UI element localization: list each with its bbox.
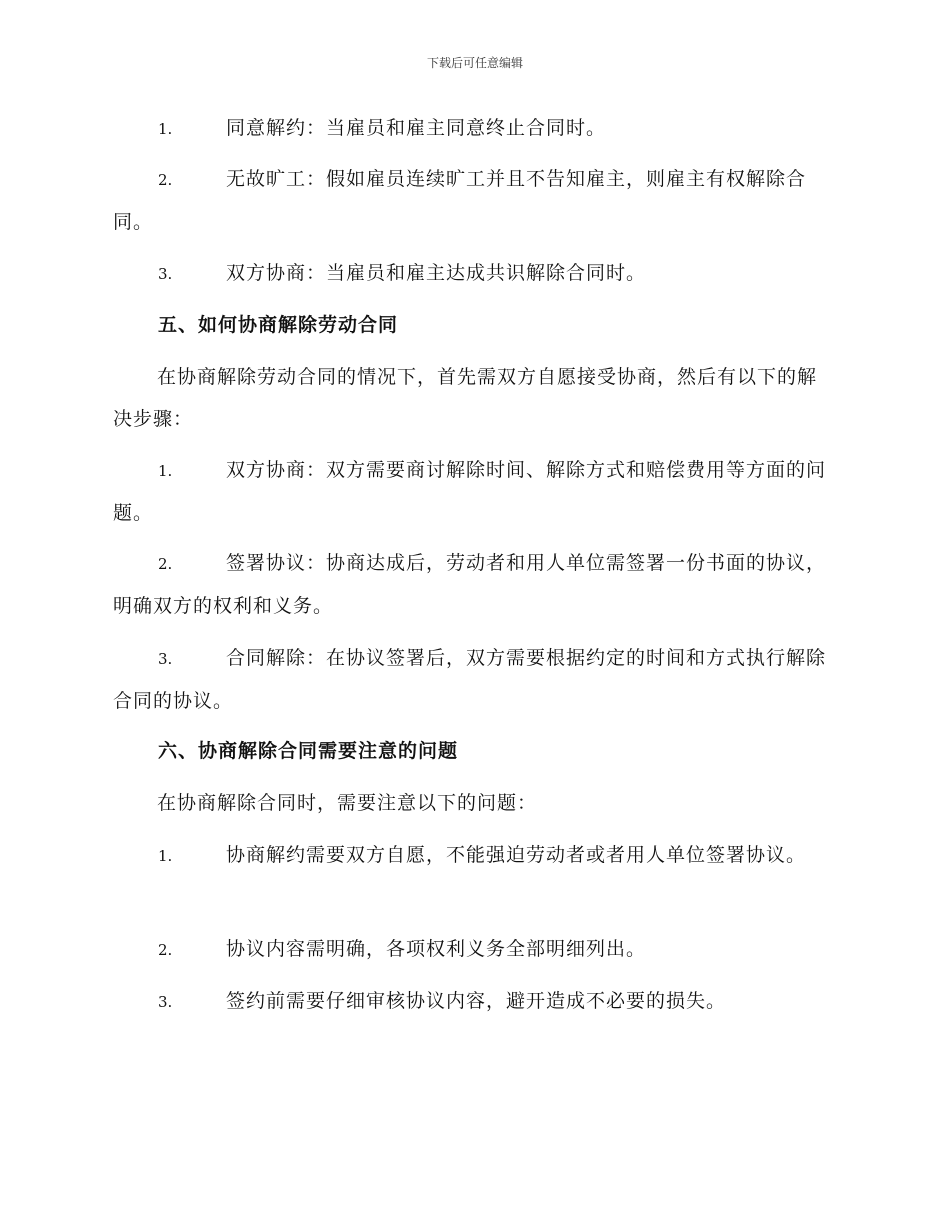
list-item xyxy=(113,980,833,1023)
item-text: 双方协商：双方需要商讨解除时间、解除方式和赔偿费用等方面的问题。 xyxy=(113,459,827,524)
section-heading: 六、协商解除合同需要注意的问题 xyxy=(158,740,459,762)
item-text: 协议内容需明确，各项权利义务全部明细列出。 xyxy=(226,938,647,960)
list-item xyxy=(113,834,813,877)
item-number: 1. xyxy=(158,120,173,138)
item-text: 双方协商：当雇员和雇主达成共识解除合同时。 xyxy=(226,262,647,284)
item-number: 1. xyxy=(158,847,173,865)
item-text: 同意解约：当雇员和雇主同意终止合同时。 xyxy=(226,117,607,139)
item-text: 签约前需要仔细审核协议内容，避开造成不必要的损失。 xyxy=(226,990,727,1012)
list-item xyxy=(113,637,833,722)
section-heading: 五、如何协商解除劳动合同 xyxy=(158,314,399,336)
item-number: 3. xyxy=(158,265,173,283)
item-number: 2. xyxy=(158,941,173,959)
item-number: 3. xyxy=(158,650,173,668)
item-number: 1. xyxy=(158,462,173,480)
list-item xyxy=(113,449,833,534)
list-item xyxy=(113,928,833,971)
page-header: 下载后可任意编辑 xyxy=(426,56,523,70)
list-item xyxy=(113,107,833,150)
item-number: 3. xyxy=(158,993,173,1011)
list-item xyxy=(113,252,833,295)
item-text: 协商解约需要双方自愿，不能强迫劳动者或者用人单位签署协议。 xyxy=(226,844,807,866)
paragraph: 在协商解除合同时，需要注意以下的问题： xyxy=(157,792,538,814)
item-number: 2. xyxy=(158,555,173,573)
list-item xyxy=(113,158,838,243)
item-text: 合同解除：在协议签署后，双方需要根据约定的时间和方式执行解除合同的协议。 xyxy=(113,647,827,712)
paragraph: 在协商解除劳动合同的情况下，首先需双方自愿接受协商，然后有以下的解决步骤： xyxy=(113,366,818,430)
item-number: 2. xyxy=(158,171,173,189)
item-text: 无故旷工：假如雇员连续旷工并且不告知雇主，则雇主有权解除合同。 xyxy=(113,168,807,233)
list-item xyxy=(113,542,833,627)
item-text: 签署协议：协商达成后，劳动者和用人单位需签署一份书面的协议，明确双方的权利和义务。 xyxy=(113,552,827,617)
